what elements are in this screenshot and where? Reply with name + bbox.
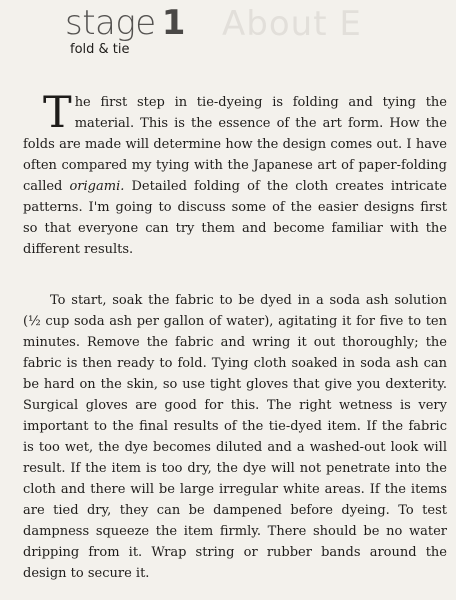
body-paragraph-2: To start, soak the fabric to be dyed in a soda ash solution (½ cup soda ash per gallon of water), agitating it for five to ten minutes. Remove the fabric and wring it out thoroughly; the fabric is then ready to fold. Tying cloth soaked in soda ash can be hard on the skin, so use tight gloves that give you dexterity. Surgical gloves are good for this. The right wetness is very important to the final results of the tie-dyed item. If the fabric is too wet, the dye becomes diluted and a washed-out look will result. If the item is too dry, the dye will not penetrate into the cloth and there will be large irregular white areas. If the items are tied dry, they can be dampened before dyeing. To test dampness squeeze the item firmly. There should be no water dripping from it. Wrap string or rubber bands around the design to secure it. xyxy=(23,293,447,581)
paragraph-1-italic-term: origami. xyxy=(69,179,125,194)
drop-cap: T xyxy=(43,88,72,138)
stage-subtitle: fold & tie xyxy=(70,42,130,57)
stage-heading xyxy=(65,3,185,43)
paragraph-1-text-b: Detailed folding of the cloth creates intricate patterns. I'm going to discuss some of the easier designs first so that everyone can try them and become familiar with the different results. xyxy=(23,179,447,257)
paragraph-1-text-a: he first step in tie-dyeing is folding and tying the material. This is the essence of the art form. How the folds are made will determine how the design comes out. I have often compared my tying with the Japanese art of paper-folding called xyxy=(23,95,447,194)
stage-number: 1 xyxy=(161,3,185,43)
stage-word: stage xyxy=(65,3,156,43)
body-paragraph-1 xyxy=(23,88,447,260)
faded-background-heading: About E xyxy=(222,4,362,44)
